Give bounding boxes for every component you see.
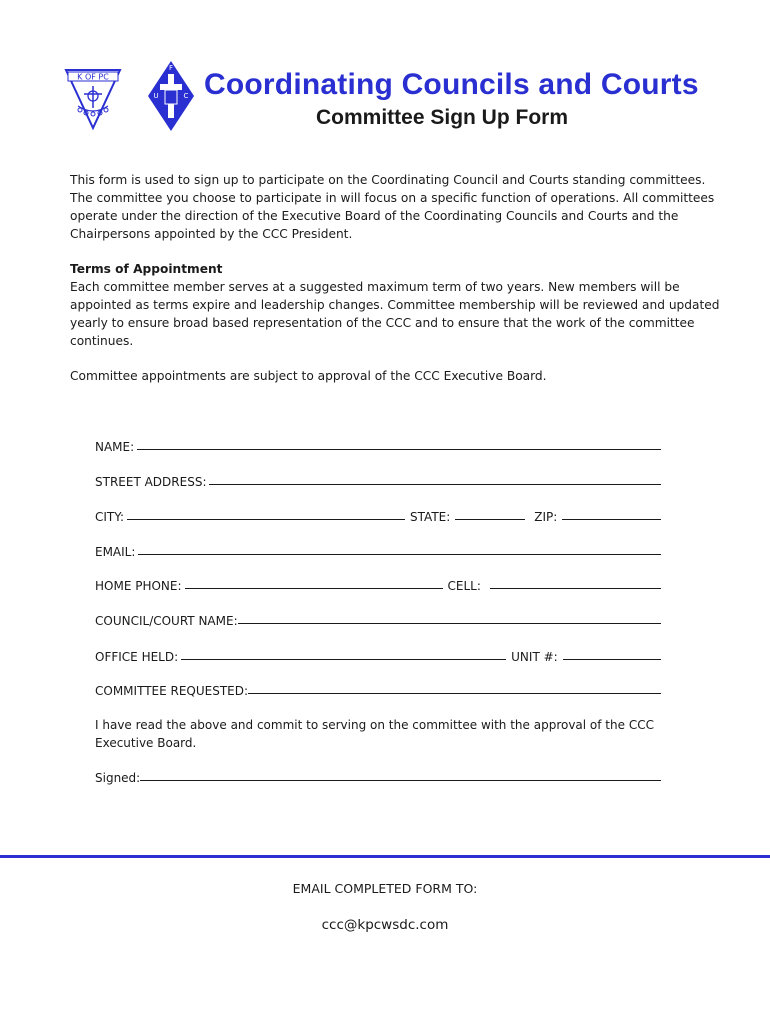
zip-field[interactable] [562,519,661,520]
home-phone-label: HOME PHONE: [95,579,182,593]
unit-field[interactable] [563,659,661,660]
page-title: Coordinating Councils and Courts [204,68,699,101]
commitment-statement: I have read the above and commit to serving on the committee with the approval of the CCC Executive Board. [95,718,654,750]
cell-field[interactable] [490,588,661,589]
committee-field[interactable] [248,693,661,694]
kofpc-logo [64,68,122,130]
office-row [95,644,661,664]
council-field[interactable] [238,623,661,624]
page-subtitle: Committee Sign Up Form [316,106,569,129]
state-field[interactable] [455,519,525,520]
home-phone-field[interactable] [185,588,443,589]
office-label: OFFICE HELD: [95,650,179,664]
fuc-logo [147,60,195,132]
submission-email[interactable]: ccc@kpcwsdc.com [321,917,449,933]
council-row [95,608,661,628]
committee-label: COMMITTEE REQUESTED: [95,684,249,698]
email-field[interactable] [138,554,661,555]
signature-field[interactable] [140,780,661,781]
intro-paragraph: This form is used to sign up to participate on the Coordinating Council and Courts standing committees. The committee you choose to participate in will focus on a specific function of operations. All committees operate under the direction of the Executive Board of the Coordinating Councils and Courts and the Chairpersons appointed by the CCC President. [70,173,715,241]
council-label: COUNCIL/COURT NAME: [95,614,238,628]
svg-text:C: C [183,92,189,100]
svg-text:F: F [168,64,174,72]
unit-label: UNIT #: [511,650,558,664]
logo-left-text: K OF PC [77,72,109,82]
name-field[interactable] [137,449,661,450]
terms-heading: Terms of Appointment [70,262,223,276]
city-row [95,504,661,524]
state-label: STATE: [410,510,451,524]
city-field[interactable] [127,519,405,520]
email-row [95,539,661,559]
terms-body: Each committee member serves at a suggested maximum term of two years. New members will be appointed as terms expire and leadership changes. Committee membership will be reviewed and updated yearly to ensure broad based representation of the CCC and to ensure that the work of the committee continues. [70,280,720,348]
zip-label: ZIP: [534,510,558,524]
approval-note: Committee appointments are subject to approval of the CCC Executive Board. [70,369,547,383]
street-field[interactable] [209,484,661,485]
city-label: CITY: [95,510,125,524]
phone-row [95,573,661,593]
street-label: STREET ADDRESS: [95,475,207,489]
street-row [95,469,661,489]
footer-divider [0,855,770,858]
committee-row [95,678,661,698]
signed-label: Signed: [95,771,141,785]
cell-label: CELL: [447,579,481,593]
name-label: NAME: [95,440,135,454]
terms-section [70,260,720,350]
name-row [95,434,661,454]
office-field[interactable] [181,659,506,660]
email-label: EMAIL: [95,545,136,559]
svg-text:U: U [153,92,159,100]
email-instruction: EMAIL COMPLETED FORM TO: [292,881,478,896]
signed-row [95,765,661,785]
